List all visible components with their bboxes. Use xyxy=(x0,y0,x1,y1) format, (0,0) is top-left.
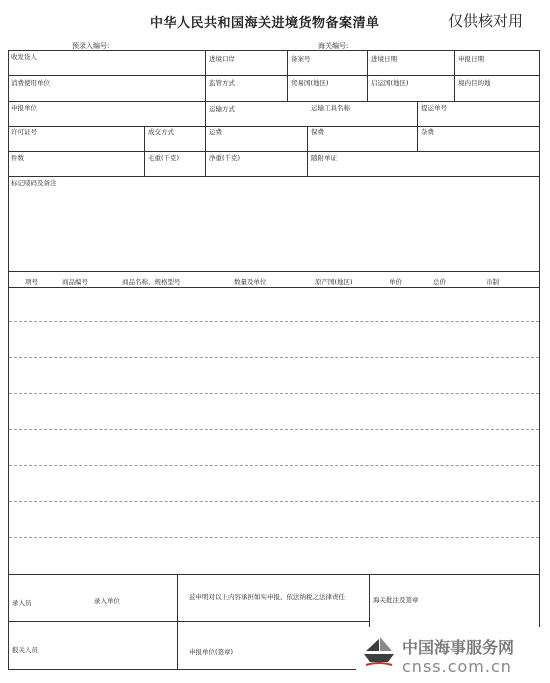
customs-no-label: 海关编号: xyxy=(318,42,349,50)
transport-mode-field: 运输方式 xyxy=(209,105,235,113)
watermark xyxy=(356,627,548,681)
declaration-statement: 兹申明对以上内容承担如实申报、依法纳税之法律责任 xyxy=(189,593,345,601)
supervision-mode-field: 监管方式 xyxy=(209,79,235,87)
row-line xyxy=(9,126,539,127)
gross-weight-field: 毛重(千克) xyxy=(148,154,180,162)
row-line xyxy=(9,176,539,177)
insurance-field: 保费 xyxy=(311,128,324,136)
item-row-line xyxy=(9,393,539,394)
item-row-line xyxy=(9,357,539,358)
item-row-line xyxy=(9,321,539,322)
declarant-unit-field: 申报单位 xyxy=(11,104,37,112)
license-no-field: 许可证号 xyxy=(11,128,37,136)
col-line xyxy=(205,51,206,176)
col-line xyxy=(287,51,288,101)
form-title: 中华人民共和国海关进境货物备案清单 xyxy=(150,16,380,31)
entry-unit-label: 录入单位 xyxy=(94,597,120,605)
bill-no-field: 提运单号 xyxy=(421,104,447,112)
entry-date-field: 进境日期 xyxy=(371,55,397,63)
row-line xyxy=(9,574,539,575)
watermark-name: 中国海事服务网 xyxy=(402,638,515,657)
row-line xyxy=(9,75,539,76)
verification-stamp: 仅供核对用 xyxy=(448,12,524,30)
item-row-line xyxy=(9,501,539,502)
declaration-form xyxy=(8,50,540,670)
record-no-field: 备案号 xyxy=(291,55,311,63)
ship-logo-icon xyxy=(362,635,396,669)
col-origin: 原产国(地区) xyxy=(315,278,353,286)
row-line xyxy=(9,287,539,288)
entry-clerk-label: 录入员 xyxy=(12,599,32,607)
domestic-dest-field: 境内目的地 xyxy=(458,79,491,87)
entry-port-field: 进境口岸 xyxy=(209,55,235,63)
consumer-unit-field: 消费使用单位 xyxy=(11,79,50,87)
declare-date-field: 申报日期 xyxy=(458,55,484,63)
customs-approval-label: 海关批注及签章 xyxy=(373,596,419,604)
declarant-person-label: 报关人员 xyxy=(12,646,38,654)
trade-country-field: 贸易国(地区) xyxy=(291,79,329,87)
declarant-unit-signature: 申报单位(签章) xyxy=(189,648,234,656)
col-line xyxy=(307,126,308,176)
packages-field: 件数 xyxy=(11,154,24,162)
row-line xyxy=(9,621,369,622)
col-line xyxy=(454,51,455,101)
col-quantity: 数量及单位 xyxy=(234,278,267,286)
item-row-line xyxy=(9,465,539,466)
col-line xyxy=(417,101,418,151)
marks-remarks-field: 标记唛码及备注 xyxy=(11,179,57,187)
row-line xyxy=(9,101,539,102)
col-line xyxy=(367,51,368,101)
deal-mode-field: 成交方式 xyxy=(148,128,174,136)
col-line xyxy=(144,126,145,176)
origin-country-field: 启运国(地区) xyxy=(371,79,409,87)
item-row-line xyxy=(9,537,539,538)
attached-docs-field: 随附单证 xyxy=(311,154,337,162)
net-weight-field: 净重(千克) xyxy=(209,154,241,162)
col-goods-name: 商品名称、规格型号 xyxy=(122,278,181,286)
preentry-no-label: 预录入编号: xyxy=(72,42,110,50)
watermark-url[interactable]: cnss.com.cn xyxy=(402,657,512,676)
col-total-price: 总价 xyxy=(433,278,446,286)
freight-field: 运费 xyxy=(209,128,222,136)
col-unit-price: 单价 xyxy=(389,278,402,286)
consignee-field: 收发货人 xyxy=(11,53,37,61)
col-line xyxy=(177,574,178,669)
row-line xyxy=(9,151,539,152)
item-row-line xyxy=(9,429,539,430)
transport-name-field: 运输工具名称 xyxy=(311,104,350,112)
misc-fee-field: 杂费 xyxy=(421,128,434,136)
col-currency: 币制 xyxy=(486,278,499,286)
row-line xyxy=(9,271,539,272)
col-hs-code: 商品编号 xyxy=(62,278,88,286)
col-item-no: 项号 xyxy=(25,278,38,286)
